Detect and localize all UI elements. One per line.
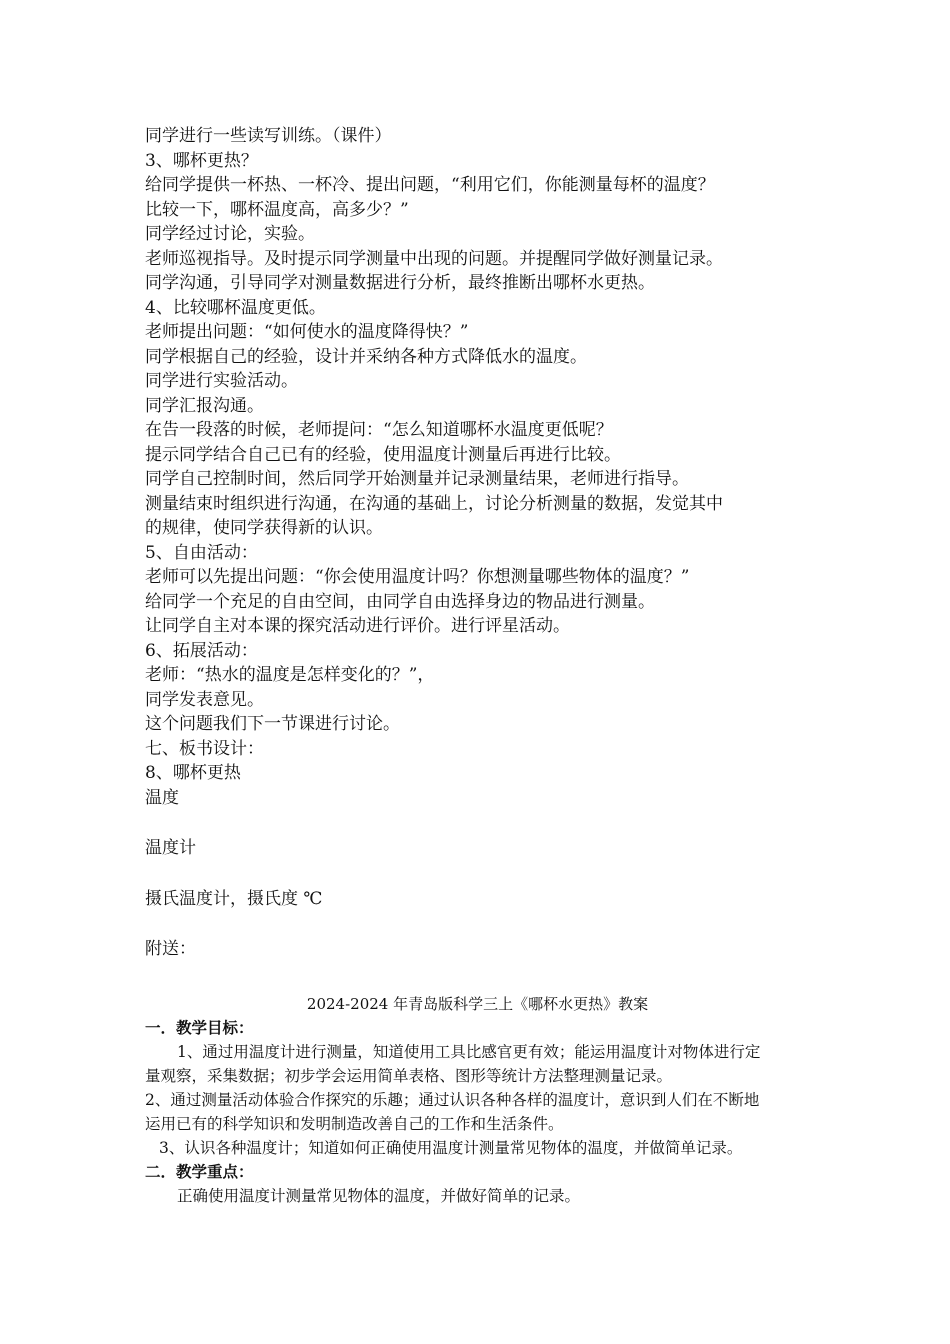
text-line: 同学进行实验活动。 — [145, 371, 298, 391]
text-line: 给同学提供一杯热、一杯冷、提出问题，“利用它们，你能测量每杯的温度？ — [145, 175, 715, 195]
text-line: 同学发表意见。 — [145, 689, 264, 710]
text-line: 的规律，使同学获得新的认识。 — [145, 518, 383, 538]
focus-text: 正确使用温度计测量常见物体的温度，并做好简单的记录。 — [177, 1186, 581, 1205]
text-line: 比较一下，哪杯温度高，高多少？” — [145, 199, 409, 220]
goal-3: 3、认识各种温度计；知道如何正确使用温度计测量常见物体的温度，并做简单记录。 — [159, 1138, 743, 1157]
board-item-temperature: 温度 — [145, 787, 179, 808]
goal-1-line-1: 1、通过用温度计进行测量，知道使用工具比感官更有效；能运用温度计对物体进行定 — [177, 1042, 761, 1061]
text-line: 老师：“热水的温度是怎样变化的？”， — [145, 665, 435, 685]
text-line: 同学进行一些读写训练。（课件） — [145, 126, 392, 146]
goal-1-line-2: 量观察，采集数据；初步学会运用简单表格、图形等统计方法整理测量记录。 — [145, 1066, 673, 1085]
board-design-heading: 七、板书设计： — [145, 738, 264, 759]
text-line: 5、自由活动： — [145, 542, 258, 563]
text-line: 4、比较哪杯温度更低。 — [145, 297, 326, 318]
board-item-celsius: 摄氏温度计，摄氏度 ℃ — [145, 888, 323, 909]
focus-heading: 二．教学重点： — [145, 1161, 254, 1181]
board-title: 8、哪杯更热 — [145, 763, 241, 783]
text-line: 测量结束时组织进行沟通，在沟通的基础上，讨论分析测量的数据，发觉其中 — [145, 493, 723, 514]
text-line: 同学汇报沟通。 — [145, 395, 264, 416]
text-line: 老师可以先提出问题：“你会使用温度计吗？你想测量哪些物体的温度？” — [145, 567, 690, 587]
text-line: 老师巡视指导。及时提示同学测量中出现的问题。并提醒同学做好测量记录。 — [145, 248, 723, 269]
text-line: 给同学一个充足的自由空间，由同学自由选择身边的物品进行测量。 — [145, 591, 655, 612]
text-line: 同学自己控制时间，然后同学开始测量并记录测量结果，老师进行指导。 — [145, 469, 689, 489]
document-page — [145, 124, 810, 1208]
text-line: 让同学自主对本课的探究活动进行评价。进行评星活动。 — [145, 616, 570, 636]
goal-2-line-1: 2、通过测量活动体验合作探究的乐趣；通过认识各种各样的温度计，意识到人们在不断地 — [145, 1090, 760, 1109]
text-line: 3、哪杯更热？ — [145, 150, 258, 171]
text-line: 提示同学结合自己已有的经验，使用温度计测量后再进行比较。 — [145, 444, 621, 465]
text-line: 同学经过讨论，实验。 — [145, 224, 315, 244]
goals-heading: 一．教学目标： — [145, 1017, 254, 1037]
text-line: 这个问题我们下一节课进行讨论。 — [145, 714, 400, 734]
text-line: 老师提出问题：“如何使水的温度降得快？” — [145, 322, 469, 342]
lesson-title: 2024-2024 年青岛版科学三上《哪杯水更热》教案 — [306, 994, 649, 1013]
text-line: 同学沟通，引导同学对测量数据进行分析，最终推断出哪杯水更热。 — [145, 273, 655, 293]
appendix-label: 附送： — [145, 939, 196, 959]
text-line: 6、拓展活动： — [145, 640, 258, 661]
board-item-thermometer: 温度计 — [145, 838, 196, 858]
goal-2-line-2: 运用已有的科学知识和发明制造改善自己的工作和生活条件。 — [145, 1114, 564, 1133]
text-line: 在告一段落的时候，老师提问：“怎么知道哪杯水温度更低呢？ — [145, 420, 613, 440]
text-line: 同学根据自己的经验，设计并采纳各种方式降低水的温度。 — [145, 346, 587, 367]
